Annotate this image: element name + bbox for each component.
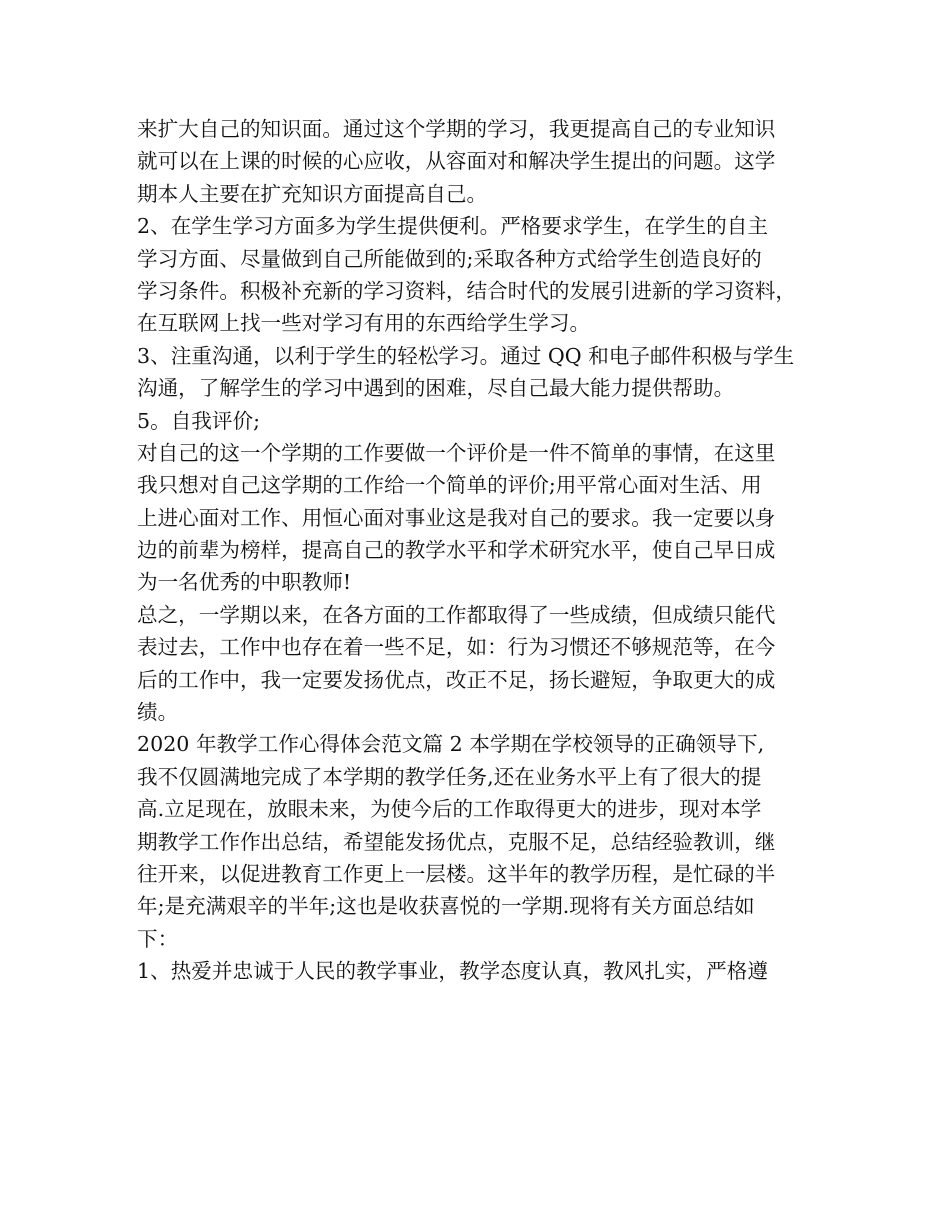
text-line: 上进心面对工作、用恒心面对事业这是我对自己的要求。我一定要以身 bbox=[137, 505, 776, 530]
text-line: 绩。 bbox=[137, 700, 179, 725]
text-line: 我不仅圆满地完成了本学期的教学任务,还在业务水平上有了很大的提 bbox=[137, 764, 762, 789]
text-line: 为一名优秀的中职教师! bbox=[137, 570, 352, 595]
body-text bbox=[137, 113, 827, 988]
text-line: 5。自我评价; bbox=[137, 408, 261, 433]
text-line: 边的前辈为榜样，提高自己的教学水平和学术研究水平，使自己早日成 bbox=[137, 538, 776, 563]
text-line: 往开来，以促进教育工作更上一层楼。这半年的教学历程，是忙碌的半 bbox=[137, 861, 776, 886]
text-line: 年;是充满艰辛的半年;这也是收获喜悦的一学期.现将有关方面总结如 bbox=[137, 894, 755, 919]
text-line: 下： bbox=[137, 926, 179, 951]
text-line: 就可以在上课的时候的心应收，从容面对和解决学生提出的问题。这学 bbox=[137, 149, 776, 174]
text-line: 2020 年教学工作心得体会范文篇 2 本学期在学校领导的正确领导下, bbox=[137, 732, 765, 757]
text-line: 总之，一学期以来，在各方面的工作都取得了一些成绩，但成绩只能代 bbox=[137, 602, 776, 627]
text-line: 我只想对自己这学期的工作给一个简单的评价;用平常心面对生活、用 bbox=[137, 473, 762, 498]
text-line: 期本人主要在扩充知识方面提高自己。 bbox=[137, 181, 488, 206]
text-line: 3、注重沟通，以利于学生的轻松学习。通过 QQ 和电子邮件积极与学生 bbox=[137, 343, 795, 368]
text-line: 高.立足现在，放眼未来，为使今后的工作取得更大的进步，现对本学 bbox=[137, 797, 762, 822]
text-line: 在互联网上找一些对学习有用的东西给学生学习。 bbox=[137, 311, 591, 336]
text-line: 来扩大自己的知识面。通过这个学期的学习，我更提高自己的专业知识 bbox=[137, 117, 776, 141]
text-line: 学习方面、尽量做到自己所能做到的;采取各种方式给学生创造良好的 bbox=[137, 246, 762, 271]
text-line: 对自己的这一个学期的工作要做一个评价是一件不简单的事情，在这里 bbox=[137, 440, 776, 465]
text-line: 表过去，工作中也存在着一些不足，如：行为习惯还不够规范等，在今 bbox=[137, 635, 776, 660]
text-line: 沟通，了解学生的学习中遇到的困难，尽自己最大能力提供帮助。 bbox=[137, 376, 735, 401]
text-line: 期教学工作作出总结，希望能发扬优点，克服不足，总结经验教训，继 bbox=[137, 829, 776, 854]
text-line: 后的工作中，我一定要发扬优点，改正不足，扬长避短，争取更大的成 bbox=[137, 667, 776, 692]
text-line: 1、热爱并忠诚于人民的教学事业，教学态度认真，教风扎实，严格遵 bbox=[137, 959, 768, 984]
text-line: 学习条件。积极补充新的学习资料，结合时代的发展引进新的学习资料， bbox=[137, 278, 796, 303]
text-line: 2、在学生学习方面多为学生提供便利。严格要求学生，在学生的自主 bbox=[137, 214, 768, 239]
